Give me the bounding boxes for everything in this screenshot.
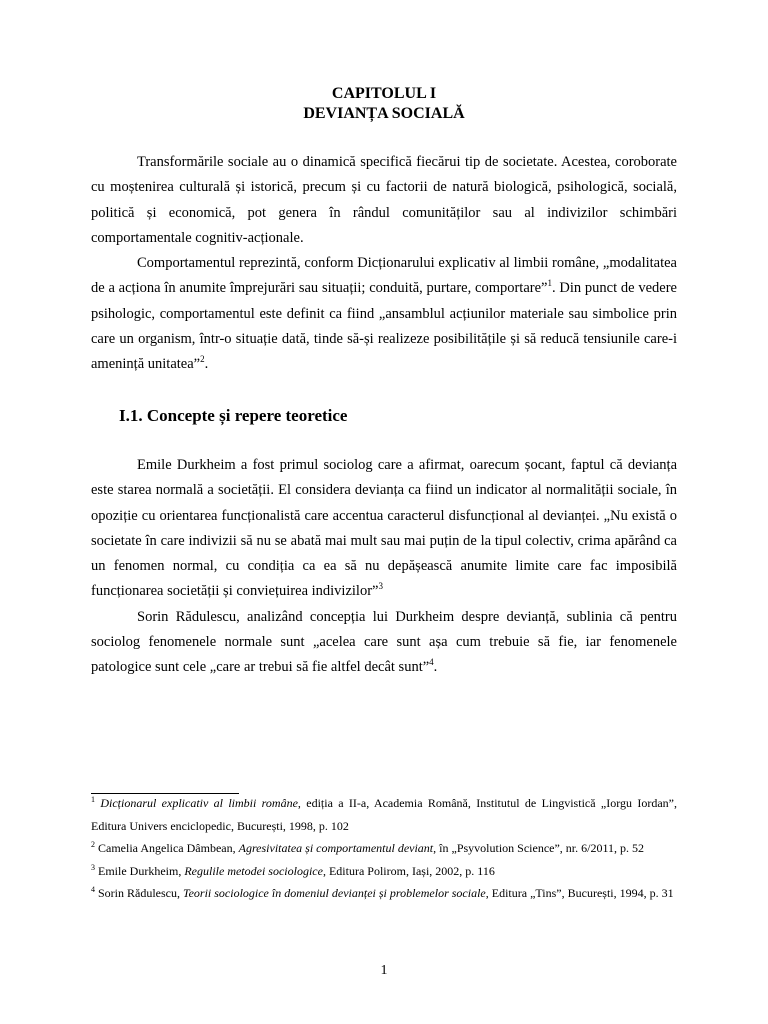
footnote-number: 3 bbox=[91, 862, 95, 872]
footnote-title: Dicționarul explicativ al limbii române bbox=[100, 796, 298, 810]
chapter-number: CAPITOLUL I bbox=[331, 85, 437, 102]
paragraph-text: Comportamentul reprezintă, conform Dicționarului explicativ al limbii române, „modalitatea de a acționa în anumite împrejurări sau situații; conduită, purtare, comportare” bbox=[91, 255, 677, 297]
footnote-1 bbox=[91, 792, 677, 837]
footnotes bbox=[91, 792, 677, 905]
footnote-number: 2 bbox=[91, 840, 95, 849]
footnote-3 bbox=[91, 860, 677, 883]
section-paragraph-2 bbox=[91, 605, 677, 681]
footnote-number: 4 bbox=[91, 885, 95, 894]
footnote-title: Regulile metodei sociologice bbox=[184, 863, 323, 878]
intro-text bbox=[91, 150, 677, 378]
footnote-text: , Editura „Tins”, București, 1994, p. 31 bbox=[485, 886, 674, 900]
footnote-author: Sorin Rădulescu, bbox=[98, 886, 183, 900]
section-text bbox=[91, 453, 677, 681]
footnote-title: Agresivitatea și comportamentul deviant bbox=[238, 841, 434, 855]
footnote-reference: 2 bbox=[200, 354, 205, 365]
footnote-text: , în „Psyvolution Science”, nr. 6/2011, p. 52 bbox=[433, 841, 645, 855]
paragraph-text: Sorin Rădulescu, analizând concepția lui Durkheim despre devianță, sublinia că pentru sociolog fenomenele normale sunt „acelea care sunt așa cum trebuie să fie, iar fenomenele patologice sunt cele „care ar trebui să fie altfel decât sunt” bbox=[91, 608, 677, 676]
footnote-reference: 3 bbox=[378, 581, 383, 592]
footnote-number: 1 bbox=[91, 795, 95, 804]
chapter-title bbox=[0, 84, 768, 124]
footnote-text: , ediția a II-a, Academia Română, Institutul de Lingvistică „Iorgu Iordan”, Editura Univers enciclopedic, București, 1998, p. 102 bbox=[91, 796, 677, 833]
intro-paragraph-2 bbox=[91, 251, 677, 377]
footnote-reference: 1 bbox=[547, 278, 552, 289]
paragraph-text: . bbox=[204, 356, 209, 373]
footnote-author: Camelia Angelica Dâmbean, bbox=[98, 841, 239, 855]
intro-paragraph-1: Transformările sociale au o dinamică specifică fiecărui tip de societate. Acestea, coroborate cu moștenirea culturală și istorică, precum și cu factorii de natură biologică, psihologică, socială, politică și economică, pot genera în rândul comunităților sau al indivizilor schimbări comportamentale cognitiv-acționale. bbox=[91, 154, 677, 246]
footnote-2 bbox=[91, 837, 677, 860]
paragraph-text: Emile Durkheim a fost primul sociolog care a afirmat, oarecum șocant, faptul că devianța este starea normală a societății. El considera devianța ca fiind un indicator al normalității sociale, în opoziție cu orientarea funcționalistă care accentua caracterul disfuncțional al devianței. „Nu există o societate în care indivizii să nu se abată mai mult sau mai puțin de la tipul colectiv, crima apărând ca un fenomen normal, cu condiția ca ea să nu depășească anumite limite care fac imposibilă funcționarea societății și conviețuirea indivizilor” bbox=[91, 457, 677, 600]
chapter-name: DEVIANȚA SOCIALĂ bbox=[303, 105, 465, 122]
section-heading: I.1. Concepte și repere teoretice bbox=[119, 406, 348, 425]
footnote-reference: 4 bbox=[429, 657, 434, 668]
footnote-text: , Editura Polirom, Iași, 2002, p. 116 bbox=[322, 863, 495, 878]
footnote-title: Teorii sociologice în domeniul devianței și problemelor sociale bbox=[183, 886, 486, 900]
paragraph-text: . bbox=[433, 659, 438, 676]
section-paragraph-1 bbox=[91, 453, 677, 605]
footnote-4 bbox=[91, 882, 677, 905]
paragraph-text: . Din punct de vedere psihologic, comportamentul este definit ca fiind „ansamblul acțiunilor materiale sau simbolice prin care un organism, într-o situație dată, tinde să-și realizeze posibilitățile și să reducă tensiunile care-i amenință unitatea” bbox=[91, 280, 677, 373]
footnote-author: Emile Durkheim, bbox=[98, 863, 185, 878]
page-number: 1 bbox=[380, 963, 388, 978]
